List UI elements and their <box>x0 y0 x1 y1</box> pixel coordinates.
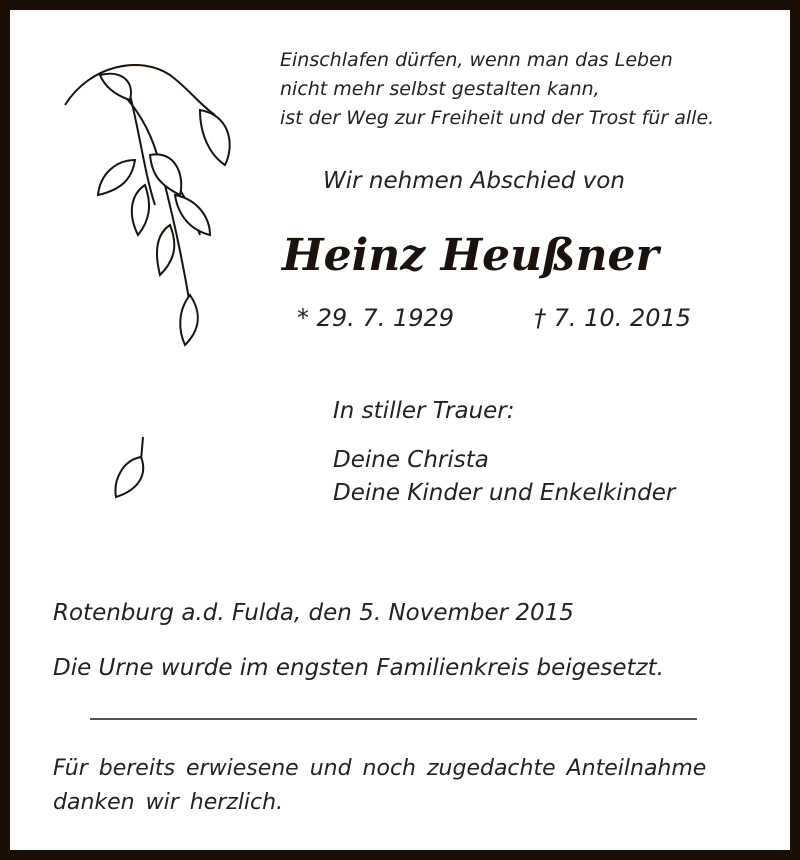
family-line: Deine Kinder und Enkelkinder <box>333 480 676 506</box>
death-date: † 7. 10. 2015 <box>534 304 692 332</box>
branch-illustration-icon <box>60 55 240 355</box>
quote-line: ist der Weg zur Freiheit und der Trost für alle. <box>280 107 715 129</box>
family-signatures <box>333 444 675 510</box>
falling-leaf-icon <box>108 435 153 505</box>
divider <box>90 718 697 720</box>
birth-date: * 29. 7. 1929 <box>297 304 455 332</box>
mourning-heading: In stiller Trauer: <box>333 398 515 424</box>
obituary-card <box>10 10 790 850</box>
memorial-quote <box>280 46 714 133</box>
farewell-intro: Wir nehmen Abschied von <box>323 168 625 194</box>
quote-line: Einschlafen dürfen, wenn man das Leben <box>280 49 673 71</box>
urn-note: Die Urne wurde im engsten Familienkreis beigesetzt. <box>53 655 664 681</box>
family-line: Deine Christa <box>333 447 489 473</box>
thanks-note <box>53 752 706 820</box>
thanks-line: danken wir herzlich. <box>53 790 284 815</box>
quote-line: nicht mehr selbst gestalten kann, <box>280 78 600 100</box>
thanks-line: Für bereits erwiesene und noch zugedachte Anteilnahme <box>53 756 707 781</box>
place-date: Rotenburg a.d. Fulda, den 5. November 2015 <box>53 600 574 626</box>
deceased-name: Heinz Heußner <box>282 230 659 281</box>
